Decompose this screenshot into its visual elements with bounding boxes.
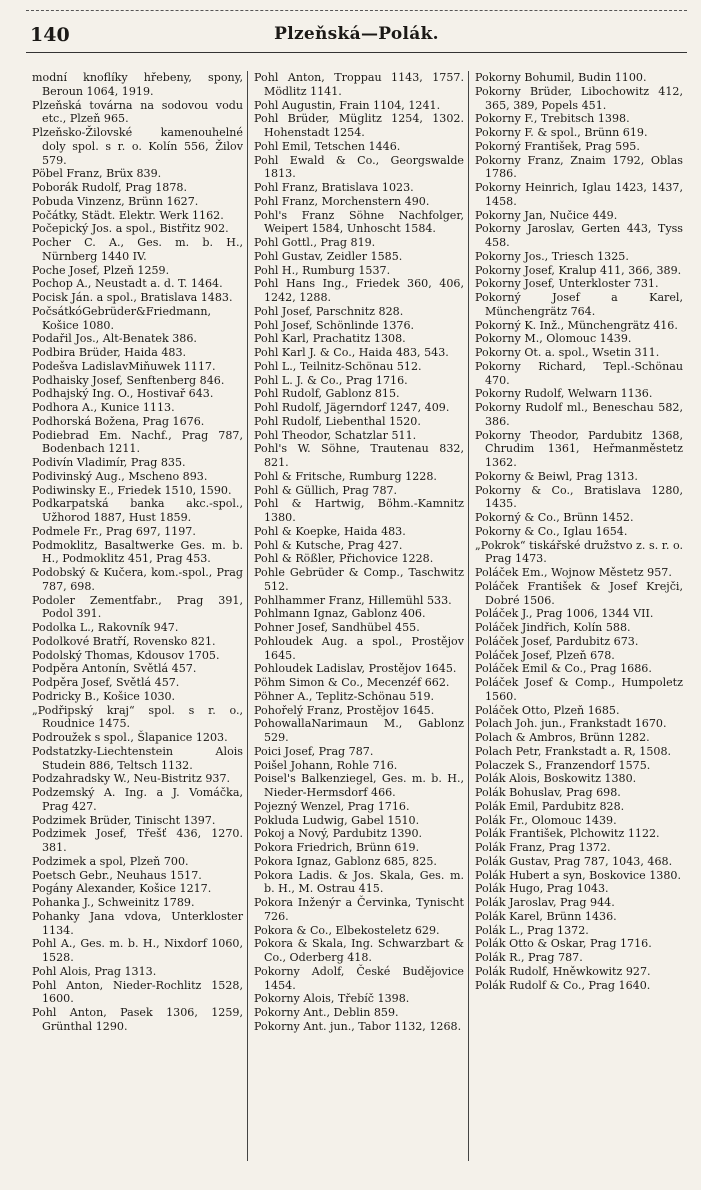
directory-entry: Poborák Rudolf, Prag 1878. <box>32 181 187 194</box>
directory-entry: Podmoklitz, Basaltwerke Ges. m. b. H., Podmoklitz 451, Prag 453. <box>32 538 243 566</box>
directory-entry: Pohanky Jana vdova, Unterkloster 1134. <box>32 909 243 937</box>
directory-entry: Polák L., Prag 1372. <box>475 923 589 937</box>
page-title: Plzeňská—Polák. <box>274 24 439 44</box>
directory-entry: Podiebrad Em. Nachf., Prag 787, Bodenbach 1211. <box>32 428 243 456</box>
directory-entry: Polák Rudolf, Hněwkowitz 927. <box>475 964 651 978</box>
directory-entry: Podbira Brüder, Haida 483. <box>32 346 187 359</box>
directory-entry: Poláček Otto, Plzeň 1685. <box>475 703 620 717</box>
directory-entry: Podzemský A. Ing. a J. Vomáčka, Prag 427. <box>32 786 243 813</box>
top-rule <box>26 10 687 11</box>
directory-entry: Poche Josef, Plzeň 1259. <box>32 263 170 277</box>
directory-entry: Pohl L., Teilnitz-Schönau 512. <box>254 359 422 373</box>
directory-entry: Pohl H., Rumburg 1537. <box>254 263 391 277</box>
directory-entry: Podiwinsky E., Friedek 1510, 1590. <box>32 483 232 497</box>
directory-entry: Pokorny Bohumil, Budin 1100. <box>475 71 647 84</box>
directory-entry: Pohl Hans Ing., Friedek 360, 406, 1242, 1288. <box>254 277 464 304</box>
directory-entry: Podpěra Josef, Světlá 457. <box>32 676 180 689</box>
directory-entry: Polák R., Prag 787. <box>475 951 583 964</box>
directory-entry: Pokorny Rudolf, Welwarn 1136. <box>475 387 653 401</box>
directory-entry: Poláček Em., Wojnow Městetz 957. <box>475 566 672 579</box>
directory-entry: Pohlhammer Franz, Hillemühl 533. <box>254 593 452 607</box>
directory-entry: Podolka L., Rakovník 947. <box>32 621 179 634</box>
directory-entry: Plzeňsko-Žilovské kamenouhelné doly spol. s r. o. Kolín 556, Žilov 579. <box>32 126 243 167</box>
column-1 <box>26 71 247 1161</box>
directory-entry: Podolkové Bratří, Rovensko 821. <box>32 634 216 648</box>
directory-entry: Plzeňská továrna na sodovou vodu etc., Plzeň 965. <box>32 98 243 126</box>
directory-entry: Podstatzky-Liechtenstein Alois Studein 886, Teltsch 1132. <box>32 744 243 772</box>
directory-entry: Pohl Theodor, Schatzlar 511. <box>254 428 417 442</box>
directory-entry: Pohl Emil, Tetschen 1446. <box>254 139 401 153</box>
directory-entry: Polák Franz, Prag 1372. <box>475 841 611 854</box>
page-number: 140 <box>30 24 70 46</box>
directory-entry: Pohl Josef, Parschnitz 828. <box>254 304 404 318</box>
directory-entry: Pokorny Franz, Znaim 1792, Oblas 1786. <box>475 153 683 181</box>
directory-entry: Podkarpatská banka akc.-spol., Užhorod 1887, Hust 1859. <box>32 497 243 524</box>
directory-entry: Pokorny Richard, Tepl.-Schönau 470. <box>475 359 683 387</box>
directory-entry: Pohl Gottl., Prag 819. <box>254 236 376 249</box>
directory-entry: Polák Hugo, Prag 1043. <box>475 882 609 896</box>
directory-entry: Poláček J., Prag 1006, 1344 VII. <box>475 607 654 621</box>
directory-entry: Pokorny Jaroslav, Gerten 443, Tyss 458. <box>475 222 683 249</box>
directory-entry: Pokluda Ludwig, Gabel 1510. <box>254 813 420 827</box>
directory-entry: Pokorny F., Trebitsch 1398. <box>475 112 630 126</box>
directory-entry: Pokora Inženýr a Červinka, Tynischt 726. <box>254 896 464 923</box>
directory-entry: Pohl & Hartwig, Böhm.-Kamnitz 1380. <box>254 497 464 524</box>
directory-entry: Polák Rudolf & Co., Prag 1640. <box>475 978 651 992</box>
directory-entry: Pohl Anton, Troppau 1143, 1757. Mödlitz 1141. <box>254 71 464 98</box>
columns <box>26 71 687 1161</box>
directory-entry: Podařil Jos., Alt-Benatek 386. <box>32 332 197 346</box>
directory-entry: Podzimek Josef, Třešť 436, 1270. 381. <box>32 827 243 854</box>
directory-entry: Pohl & Fritsche, Rumburg 1228. <box>254 469 437 483</box>
directory-entry: Pokorný & Co., Brünn 1452. <box>475 511 634 524</box>
directory-entry: Pokorný František, Prag 595. <box>475 139 640 153</box>
directory-entry: PohowallaNarimaun M., Gablonz 529. <box>254 717 464 744</box>
directory-entry: Pokorny Alois, Třebíč 1398. <box>254 992 410 1006</box>
directory-entry: Pohlmann Ignaz, Gablonz 406. <box>254 607 426 621</box>
directory-entry: Pochop A., Neustadt a. d. T. 1464. <box>32 277 223 291</box>
directory-entry: Pokorny Theodor, Pardubitz 1368, Chrudim 1361, Heřmanměstetz 1362. <box>475 428 683 469</box>
directory-entry: Pohl Augustin, Frain 1104, 1241. <box>254 98 441 112</box>
directory-entry: Poláček Emil & Co., Prag 1686. <box>475 662 652 676</box>
directory-entry: Poláček Josef, Plzeň 678. <box>475 648 615 662</box>
directory-entry: Pohl & Güllich, Prag 787. <box>254 483 398 497</box>
directory-entry: Pokorny Josef, Kralup 411, 366, 389. <box>475 263 682 277</box>
directory-entry: Polák Karel, Brünn 1436. <box>475 909 617 923</box>
directory-entry: Pohl Gustav, Zeidler 1585. <box>254 249 403 263</box>
directory-entry: Polák Otto & Oskar, Prag 1716. <box>475 937 652 951</box>
directory-entry: Pojezný Wenzel, Prag 1716. <box>254 799 410 813</box>
directory-entry: modní knoflíky hřebeny, spony, Beroun 1064, 1919. <box>32 71 243 98</box>
directory-entry: Pokora Ladis. & Jos. Skala, Ges. m. b. H., M. Ostrau 415. <box>254 868 464 896</box>
directory-entry: Pokorny Brüder, Libochowitz 412, 365, 389, Popels 451. <box>475 84 683 112</box>
directory-entry: Pokora & Skala, Ing. Schwarzbart & Co., Oderberg 418. <box>254 937 464 964</box>
directory-entry: Poláček Jindřich, Kolín 588. <box>475 621 631 634</box>
directory-entry: Pokorny Ant., Deblin 859. <box>254 1006 399 1019</box>
directory-entry: Pokora Friedrich, Brünn 619. <box>254 841 420 854</box>
directory-entry: Podricky B., Košice 1030. <box>32 689 176 703</box>
directory-entry: Pokorný Josef a Karel, Münchengrätz 764. <box>475 291 683 318</box>
directory-entry: Poetsch Gebr., Neuhaus 1517. <box>32 868 202 882</box>
directory-entry: Pogány Alexander, Košice 1217. <box>32 882 212 896</box>
directory-entry: Polák František, Plchowitz 1122. <box>475 827 660 841</box>
directory-entry: Pokorny Adolf, České Budějovice 1454. <box>254 964 464 992</box>
directory-entry: Pohl Rudolf, Jägerndorf 1247, 409. <box>254 401 450 414</box>
directory-entry: „Pokrok“ tiskářské družstvo z. s. r. o. Prag 1473. <box>475 538 683 566</box>
directory-entry: Pokorny Ot. a. spol., Wsetin 311. <box>475 346 660 359</box>
directory-entry: Pokora Ignaz, Gablonz 685, 825. <box>254 854 437 868</box>
directory-entry: Polák Jaroslav, Prag 944. <box>475 896 615 909</box>
directory-entry: Poláček Josef & Comp., Humpoletz 1560. <box>475 676 683 703</box>
directory-entry: Polák Hubert a syn, Boskovice 1380. <box>475 868 681 882</box>
directory-entry: Pokorný K. Inž., Münchengrätz 416. <box>475 318 678 332</box>
directory-entry: Pokorny Heinrich, Iglau 1423, 1437, 1458. <box>475 181 683 208</box>
directory-entry: Pokorny & Beiwl, Prag 1313. <box>475 469 638 483</box>
directory-entry: Pokorny Rudolf ml., Beneschau 582, 386. <box>475 401 683 428</box>
directory-entry: Počátky, Städt. Elektr. Werk 1162. <box>32 208 224 222</box>
directory-entry: Pöbel Franz, Brüx 839. <box>32 167 162 181</box>
directory-entry: Pohl's Franz Söhne Nachfolger, Weipert 1584, Unhoscht 1584. <box>254 208 464 236</box>
directory-entry: Pohl Karl, Prachatitz 1308. <box>254 332 406 346</box>
directory-entry: Pokorny Josef, Unterkloster 731. <box>475 277 659 291</box>
directory-entry: Polach Joh. jun., Frankstadt 1670. <box>475 717 667 731</box>
directory-entry: Pohle Gebrüder & Comp., Taschwitz 512. <box>254 566 464 593</box>
directory-entry: Pokorny Jan, Nučice 449. <box>475 208 618 222</box>
directory-entry: Pohner Josef, Sandhübel 455. <box>254 621 420 634</box>
directory-entry: Pöhm Simon & Co., Mecenzéf 662. <box>254 676 450 689</box>
directory-entry: Podešva LadislavMiňuwek 1117. <box>32 359 216 373</box>
column-2 <box>247 71 468 1161</box>
directory-entry: Pokoj a Nový, Pardubitz 1390. <box>254 827 423 841</box>
directory-entry: Pohl Anton, Nieder-Rochlitz 1528, 1600. <box>32 978 243 1006</box>
directory-entry: Pohloudek Aug. a spol., Prostějov 1645. <box>254 634 464 662</box>
directory-entry: Pohl & Koepke, Haida 483. <box>254 524 406 538</box>
directory-entry: Polák Gustav, Prag 787, 1043, 468. <box>475 854 673 868</box>
directory-entry: Poláček Josef, Pardubitz 673. <box>475 634 639 648</box>
directory-entry: Polach & Ambros, Brünn 1282. <box>475 731 650 744</box>
directory-entry: Pokorny & Co., Bratislava 1280, 1435. <box>475 483 683 511</box>
directory-entry: Podoler Zementfabr., Prag 391, Podol 391. <box>32 593 243 621</box>
directory-entry: Pokorny Ant. jun., Tabor 1132, 1268. <box>254 1019 462 1033</box>
directory-entry: Pohanka J., Schweinitz 1789. <box>32 896 195 909</box>
directory-entry: Poisel's Balkenziegel, Ges. m. b. H., Nieder-Hermsdorf 466. <box>254 772 464 799</box>
directory-entry: „Podřipský kraj“ spol. s r. o., Roudnice 1475. <box>32 703 243 731</box>
directory-entry: Polák Emil, Pardubitz 828. <box>475 799 625 813</box>
directory-entry: Pohl Alois, Prag 1313. <box>32 964 157 978</box>
directory-entry: Pokorny & Co., Iglau 1654. <box>475 524 628 538</box>
directory-entry: Podhajský Ing. O., Hostivař 643. <box>32 387 214 401</box>
directory-entry: Polák Fr., Olomouc 1439. <box>475 813 617 827</box>
directory-entry: Pohl Brüder, Müglitz 1254, 1302. Hohenstadt 1254. <box>254 112 464 139</box>
directory-entry: Podzimek Brüder, Tinischt 1397. <box>32 813 216 827</box>
directory-entry: Polák Alois, Boskowitz 1380. <box>475 772 637 786</box>
directory-entry: Pobuda Vinzenz, Brünn 1627. <box>32 194 199 208</box>
directory-entry: Podivinský Aug., Mscheno 893. <box>32 469 208 483</box>
directory-entry: Polach Petr, Frankstadt a. R, 1508. <box>475 744 672 758</box>
page-header <box>26 18 687 53</box>
directory-entry: Pocher C. A., Ges. m. b. H., Nürnberg 1440 IV. <box>32 236 243 263</box>
directory-entry: Pohl Franz, Bratislava 1023. <box>254 181 414 194</box>
directory-entry: Pohl & Rößler, Přichovice 1228. <box>254 552 434 566</box>
directory-entry: Pohloudek Ladislav, Prostějov 1645. <box>254 662 457 676</box>
directory-entry: Pöhner A., Teplitz-Schönau 519. <box>254 689 435 703</box>
directory-entry: Pohl Josef, Schönlinde 1376. <box>254 318 415 332</box>
directory-entry: Poici Josef, Prag 787. <box>254 744 374 758</box>
directory-entry: Podzahradsky W., Neu-Bistritz 937. <box>32 772 231 786</box>
directory-entry: Podmele Fr., Prag 697, 1197. <box>32 524 196 538</box>
directory-entry: Podroužek s spol., Šlapanice 1203. <box>32 731 228 744</box>
directory-entry: Pohl A., Ges. m. b. H., Nixdorf 1060, 1528. <box>32 937 243 964</box>
directory-entry: Pohl Rudolf, Gablonz 815. <box>254 387 400 401</box>
directory-entry: Podhora A., Kunice 1113. <box>32 401 175 414</box>
directory-entry: Podhorská Božena, Prag 1676. <box>32 414 205 428</box>
column-3 <box>468 71 687 1161</box>
directory-entry: Pokorny F. & spol., Brünn 619. <box>475 126 648 139</box>
directory-entry: Polák Bohuslav, Prag 698. <box>475 786 621 799</box>
directory-entry: Poišel Johann, Rohle 716. <box>254 758 398 772</box>
directory-entry: Pohl's W. Söhne, Trautenau 832, 821. <box>254 442 464 469</box>
directory-entry: Podhaisky Josef, Senftenberg 846. <box>32 373 225 387</box>
directory-entry: Pohl Ewald & Co., Georgswalde 1813. <box>254 153 464 181</box>
directory-entry: Pocisk Ján. a spol., Bratislava 1483. <box>32 291 233 304</box>
directory-entry: Polaczek S., Franzendorf 1575. <box>475 758 651 772</box>
directory-entry: Pokora & Co., Elbekosteletz 629. <box>254 923 440 937</box>
directory-entry: Počepický Jos. a spol., Bistřitz 902. <box>32 222 229 236</box>
directory-entry: Pohl Rudolf, Liebenthal 1520. <box>254 414 421 428</box>
directory-entry: Pohl Franz, Morchenstern 490. <box>254 194 430 208</box>
directory-entry: Podolský Thomas, Kdousov 1705. <box>32 648 220 662</box>
directory-entry: Pohl & Kutsche, Prag 427. <box>254 538 403 552</box>
directory-entry: Pohl Karl J. & Co., Haida 483, 543. <box>254 346 449 359</box>
directory-entry: Pohořelý Franz, Prostějov 1645. <box>254 703 435 717</box>
directory-entry: Podzimek a spol, Plzeň 700. <box>32 854 189 868</box>
directory-entry: Pohl Anton, Pasek 1306, 1259, Grünthal 1290. <box>32 1006 243 1033</box>
directory-entry: Podivín Vladimír, Prag 835. <box>32 456 186 469</box>
directory-entry: Pohl L. J. & Co., Prag 1716. <box>254 373 408 387</box>
directory-entry: Podobský & Kučera, kom.-spol., Prag 787, 698. <box>32 566 243 593</box>
directory-entry: Pokorny M., Olomouc 1439. <box>475 332 632 346</box>
directory-entry: PočsátkóGebrüder&Friedmann, Košice 1080. <box>32 304 212 332</box>
directory-entry: Poláček František & Josef Krejči, Dobré 1506. <box>475 579 683 607</box>
directory-entry: Podpěra Antonín, Světlá 457. <box>32 662 197 676</box>
directory-entry: Pokorny Jos., Triesch 1325. <box>475 249 629 263</box>
